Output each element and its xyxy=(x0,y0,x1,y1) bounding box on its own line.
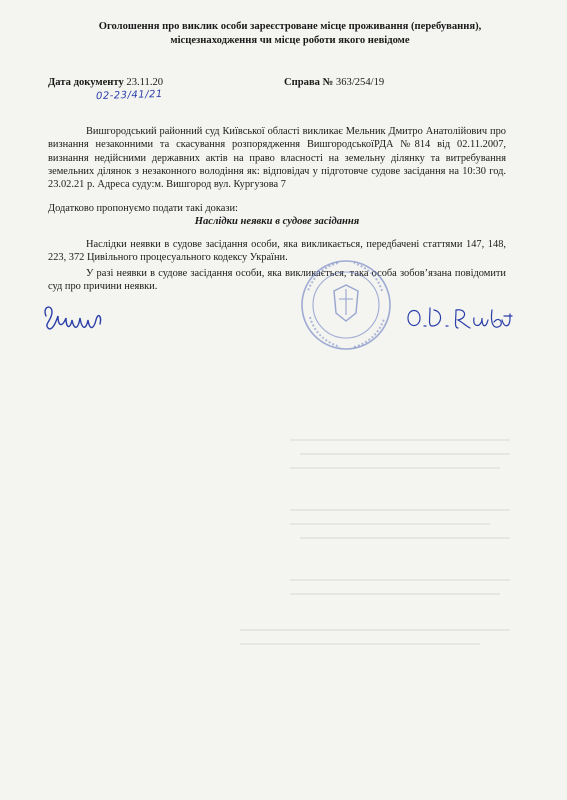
date-value: 23.11.20 xyxy=(126,77,164,88)
section-heading: Наслідки неявки в судове засідання xyxy=(194,216,360,227)
signature-left xyxy=(40,298,110,338)
case-value: 363/254/19 xyxy=(335,77,385,88)
notification-paragraph: У разі неявки в судове засідання особи, яка викликається, така особа зобов’язана повідомити суд про причини неявки. xyxy=(48,268,506,293)
consequences-paragraph: Наслідки неявки в судове засідання особи, яка викликається, передбачені статтями 147, 148, 223, 372 Цивільного процесуального кодексу України. xyxy=(48,239,506,264)
summons-paragraph: Вишгородський районний суд Київської області викликає Мельник Дмитро Анатолійович про визнання незаконними та скасування розпорядження ВишгородськоїРДА №814 від 02.11.2007, визнання недійсними державних актів на право власності на земельну ділянку та витребування земельних ділянок з незаконного володіння як: відповідач у підготовче судове засідання на 10:30 год. 23.02.21 р. Адреса суду:м. Вишгород вул. Кургузова 7 xyxy=(48,126,506,191)
case-label: Справа № xyxy=(284,77,334,88)
case-number xyxy=(284,77,384,88)
handwritten-registration-number: 02-23/41/21 xyxy=(95,88,163,103)
title-line-2: місцезнаходження чи місце роботи якого невідоме xyxy=(170,35,410,46)
document-title xyxy=(40,20,540,48)
evidence-line: Додатково пропонуємо подати такі докази: xyxy=(48,203,238,214)
document-date xyxy=(48,77,163,88)
date-label: Дата документу xyxy=(48,77,124,88)
signature-right xyxy=(404,298,514,343)
court-stamp xyxy=(296,255,396,355)
signature-right-handwriting xyxy=(404,298,514,338)
title-line-1: Оголошення про виклик особи зареєстроване місце проживання (перебування), xyxy=(98,21,482,32)
bleed-through-marks xyxy=(40,430,520,690)
